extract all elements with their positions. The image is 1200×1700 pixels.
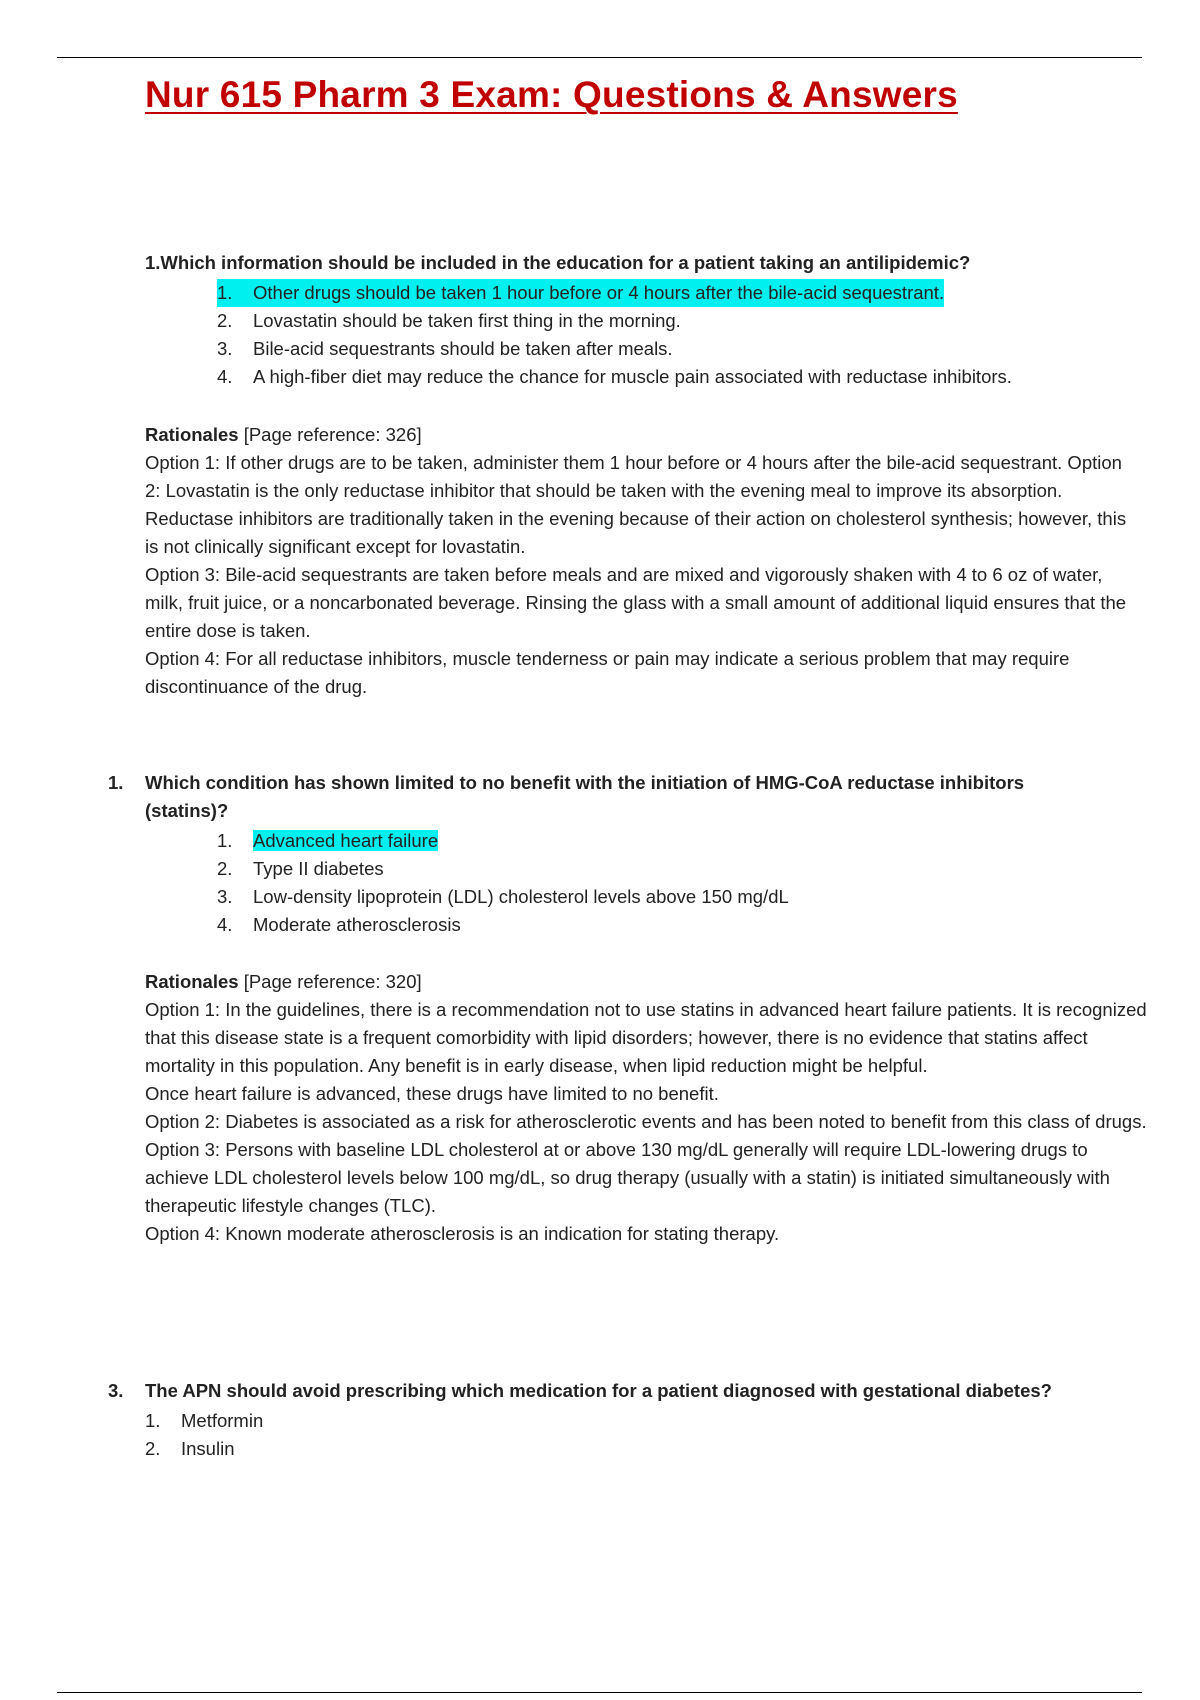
- rationale-paragraph: Option 2: Diabetes is associated as a risk for atherosclerotic events and has been noted to benefit from this class of drugs.: [145, 1111, 1147, 1132]
- question-2-rationales: [145, 968, 1150, 1248]
- question-2-options: [217, 827, 1108, 939]
- question-3-option-1: 1. Metformin: [145, 1410, 264, 1431]
- question-2-option-2: 2. Type II diabetes: [217, 858, 384, 879]
- rationale-paragraph: Option 4: For all reductase inhibitors, muscle tenderness or pain may indicate a serious problem that may require discontinuance of the drug.: [145, 648, 1070, 697]
- question-3-option-2: 2. Insulin: [145, 1438, 235, 1459]
- rationale-paragraph: Option 3: Persons with baseline LDL cholesterol at or above 130 mg/dL generally will require LDL-lowering drugs to achieve LDL cholesterol levels below 100 mg/dL, so drug therapy (usually with a statin) is initiated simultaneously with therapeutic lifestyle changes (TLC).: [145, 1139, 1110, 1216]
- question-1-option-3: 3. Bile-acid sequestrants should be taken after meals.: [217, 338, 673, 359]
- question-1: [145, 249, 1135, 391]
- rationale-paragraph: Option 1: If other drugs are to be taken, administer them 1 hour before or 4 hours after the bile-acid sequestrant. Option 2: Lovastatin is the only reductase inhibitor that should be taken with the evening meal to improve its absorption. Reductase inhibitors are traditionally taken in the evening because of their action on cholesterol synthesis; however, this is not clinically significant except for lovastatin.: [145, 452, 1127, 557]
- question-3-number: 3.: [108, 1380, 124, 1401]
- question-3-text: The APN should avoid prescribing which medication for a patient diagnosed with gestational diabetes?: [145, 1380, 1052, 1401]
- question-2-text: Which condition has shown limited to no benefit with the initiation of HMG-CoA reductase inhibitors (statins)?: [145, 772, 1025, 821]
- question-1-rationales: [145, 421, 1140, 701]
- question-2: [108, 769, 1108, 939]
- question-3: [108, 1377, 1148, 1463]
- question-2-option-1: 1. Advanced heart failure: [217, 830, 439, 851]
- question-1-options: [217, 279, 1135, 391]
- rationale-paragraph: Option 1: In the guidelines, there is a recommendation not to use statins in advanced heart failure patients. It is recognized that this disease state is a frequent comorbidity with lipid disorders; however, there is no evidence that statins affect mortality in this population. Any benefit is in early disease, when lipid reduction might be helpful.: [145, 999, 1147, 1076]
- rationale-heading: Rationales [Page reference: 320]: [145, 971, 422, 992]
- question-2-number: 1.: [108, 772, 124, 793]
- question-1-option-1: 1. Other drugs should be taken 1 hour before or 4 hours after the bile-acid sequestrant.: [217, 279, 1135, 307]
- question-2-option-4: 4. Moderate atherosclerosis: [217, 914, 461, 935]
- rationale-heading: Rationales [Page reference: 326]: [145, 424, 422, 445]
- rationale-paragraph: Option 3: Bile-acid sequestrants are taken before meals and are mixed and vigorously shaken with 4 to 6 oz of water, milk, fruit juice, or a noncarbonated beverage. Rinsing the glass with a small amount of additional liquid ensures that the entire dose is taken.: [145, 564, 1127, 641]
- rationale-paragraph: Option 4: Known moderate atherosclerosis is an indication for stating therapy.: [145, 1223, 780, 1244]
- question-1-option-4: 4. A high-fiber diet may reduce the chance for muscle pain associated with reductase inhibitors.: [217, 366, 1012, 387]
- bottom-rule: [57, 1692, 1142, 1693]
- question-1-text: 1.Which information should be included in the education for a patient taking an antilipidemic?: [145, 252, 971, 273]
- page-title: Nur 615 Pharm 3 Exam: Questions & Answers: [145, 74, 958, 115]
- question-1-option-2: 2. Lovastatin should be taken first thing in the morning.: [217, 310, 681, 331]
- top-rule: [57, 57, 1142, 58]
- rationale-paragraph: Once heart failure is advanced, these drugs have limited to no benefit.: [145, 1083, 719, 1104]
- question-3-options: [145, 1407, 1148, 1463]
- question-2-option-3: 3. Low-density lipoprotein (LDL) cholesterol levels above 150 mg/dL: [217, 886, 789, 907]
